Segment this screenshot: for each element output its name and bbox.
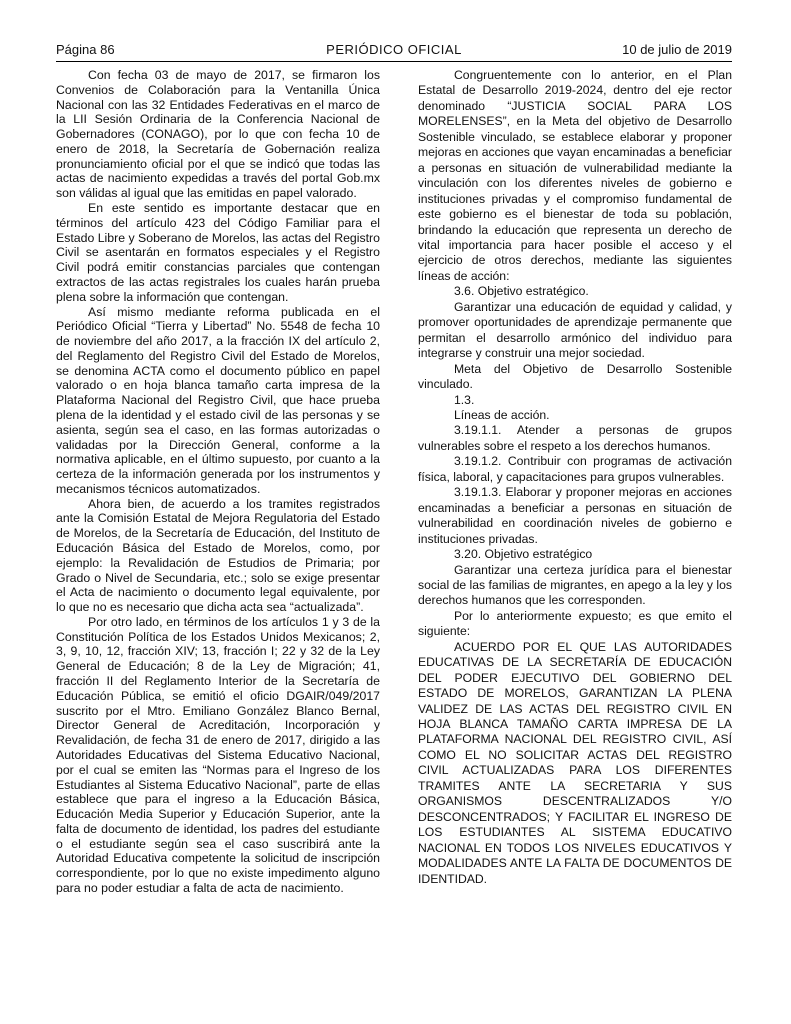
page-header: [56, 42, 732, 62]
paragraph-reforma: Así mismo mediante reforma publicada en el Periódico Oficial “Tierra y Libertad” No. 5548 de fecha 10 de noviembre del año 2017, a la fracción IX del artículo 2, del Reglamento del Registro Civil del Estado de Morelos, se denomina ACTA como el documento público en papel valorado o en hoja blanca tamaño carta impresa de la Plataforma Nacional del Registro Civil, que hace prueba plena de la identidad y el estado civil de las personas y se asienta, según sea el caso, en las formas autorizadas o validadas por la Dirección General, conforme a la normativa aplicable, en el último supuesto, por cuanto a la certeza de la información generada por los instrumentos y mecanismos técnicos automatizados.: [56, 304, 380, 496]
line-3-19-1-1: 3.19.1.1. Atender a personas de grupos vulnerables sobre el respeto a los derechos humanos.: [418, 423, 732, 453]
meta-number: 1.3.: [454, 392, 475, 407]
paragraph-expuesto: Por lo anteriormente expuesto; es que emito el siguiente:: [418, 608, 732, 639]
line-3-19-1-2: 3.19.1.2. Contribuir con programas de activación física, laboral, y capacitaciones para grupos vulnerables.: [418, 454, 732, 484]
paragraph-convenios: Con fecha 03 de mayo de 2017, se firmaron los Convenios de Colaboración para la Ventanilla Única Nacional con las 32 Entidades Federativas en el marco de la LII Sesión Ordinaria de la Conferencia Nacional de Gobernadores (CONAGO), por lo que con fecha 10 de enero de 2018, la Secretaría de Gobernación realiza pronunciamiento oficial por el que se indicó que todas las actas de nacimiento expedidas a través del portal Gob.mx son válidas al igual que las emitidas en papel valorado.: [56, 68, 380, 201]
meta-ods-heading: Meta del Objetivo de Desarrollo Sostenible vinculado.: [418, 361, 732, 392]
header-rule: [56, 61, 732, 62]
lineas-accion-heading: Líneas de acción.: [454, 407, 550, 422]
line-3-19-1-3: 3.19.1.3. Elaborar y proponer mejoras en acciones encaminadas a beneficiar a personas en situación de vulnerabilidad en coordinación niveles de gobierno e instituciones privadas.: [418, 485, 732, 546]
paragraph-plan-estatal: Congruentemente con lo anterior, en el Plan Estatal de Desarrollo 2019-2024, dentro del eje rector denominado “JUSTICIA SOCIAL PARA LOS MORELENSES”, en la Meta del objetivo de Desarrollo Sostenible vinculado, se establece elaborar y proponer mejoras en acciones que vayan encaminadas a beneficiar a personas en situación de vulnerabilidad mediante la vinculación con los diferentes niveles de gobierno e instituciones privadas y el compromiso fundamental de este gobierno es el bienestar de toda su población, brindando la educación que representa un derecho de vital importancia para hacer posible el acceso y el ejercicio de otros derechos, mediante las siguientes líneas de acción:: [418, 68, 732, 283]
acuerdo-title: ACUERDO POR EL QUE LAS AUTORIDADES EDUCATIVAS DE LA SECRETARÍA DE EDUCACIÓN DEL PODER EJECUTIVO DEL GOBIERNO DEL ESTADO DE MORELOS, GARANTIZAN LA PLENA VALIDEZ DE LAS ACTAS DEL REGISTRO CIVIL EN HOJA BLANCA TAMAÑO CARTA IMPRESA DE LA PLATAFORMA NACIONAL DEL REGISTRO CIVIL, ASÍ COMO EL NO SOLICITAR ACTAS DEL REGISTRO CIVIL ACTUALIZADAS PARA LOS DIFERENTES TRAMITES ANTE LA SECRETARIA Y SUS ORGANISMOS DESCENTRALIZADOS Y/O DESCONCENTRADOS; Y FACILITAR EL INGRESO DE LOS ESTUDIANTES AL SISTEMA EDUCATIVO NACIONAL EN TODOS LOS NIVELES EDUCATIVOS Y MODALIDADES ANTE LA FALTA DE DOCUMENTOS DE IDENTIDAD.: [418, 639, 732, 886]
paragraph-codigo-familiar: En este sentido es importante destacar que en términos del artículo 423 del Código Familiar para el Estado Libre y Soberano de Morelos, las actas del Registro Civil se asentarán en formatos especiales y el Registro Civil podrá emitir constancias parciales que contengan extractos de las actas registrales los cuales harán prueba plena sobre la información que contengan.: [56, 201, 380, 304]
paragraph-tramites: Ahora bien, de acuerdo a los tramites registrados ante la Comisión Estatal de Mejora Regulatoria del Estado de Morelos, de la Secretaría de Educación, del Instituto de Educación Básica del Estado de Morelos, como, por ejemplo: la Revalidación de Estudios de Primaria; por Grado o Nivel de Secundaria, etc.; solo se exige presentar el Acta de nacimiento o documento legal equivalente, por lo que no es necesario que dicha acta sea “actualizada”.: [56, 496, 380, 615]
objective-3-6-heading: 3.6. Objetivo estratégico.: [454, 284, 589, 299]
paragraph-constitucion: Por otro lado, en términos de los artículos 1 y 3 de la Constitución Política de los Estados Unidos Mexicanos; 2, 3, 9, 10, 12, fracción XIV; 13, fracción I; 22 y 32 de la Ley General de Educación; 8 de la Ley de Migración; 41, fracción II del Reglamento Interior de la Secretaría de Educación Pública, se emitió el oficio DGAIR/049/2017 suscrito por el Mtro. Emiliano González Blanco Bernal, Director General de Acreditación, Incorporación y Revalidación, de fecha 31 de enero de 2017, dirigido a las Autoridades Educativas del Sistema Educativo Nacional, por el cual se emiten las “Normas para el Ingreso de los Estudiantes al Sistema Educativo Nacional”, parte de ellas establece que para el ingreso a la Educación Básica, Educación Media Superior y Educación Superior, ante la falta de documento de identidad, los padres del estudiante o el estudiante según sea el caso suscribirá ante la Autoridad Educativa competente la solicitud de inscripción correspondiente, por lo que no existe impedimento alguno para no poder estudiar a falta de acta de nacimiento.: [56, 614, 380, 895]
left-column: [56, 68, 380, 896]
publication-title: PERIÓDICO OFICIAL: [326, 42, 462, 57]
page-number: Página 86: [56, 42, 115, 57]
publication-date: 10 de julio de 2019: [622, 42, 732, 57]
paragraph-objective-3-6: Garantizar una educación de equidad y calidad, y promover oportunidades de aprendizaje permanente que permitan el desarrollo armónico del individuo para integrarse y construir una mejor sociedad.: [418, 299, 732, 361]
paragraph-objective-3-20: Garantizar una certeza jurídica para el bienestar social de las familias de migrantes, en apego a la ley y los derechos humanos que les corresponden.: [418, 562, 732, 608]
objective-3-20-heading: 3.20. Objetivo estratégico: [454, 547, 593, 562]
right-column: [418, 68, 732, 887]
